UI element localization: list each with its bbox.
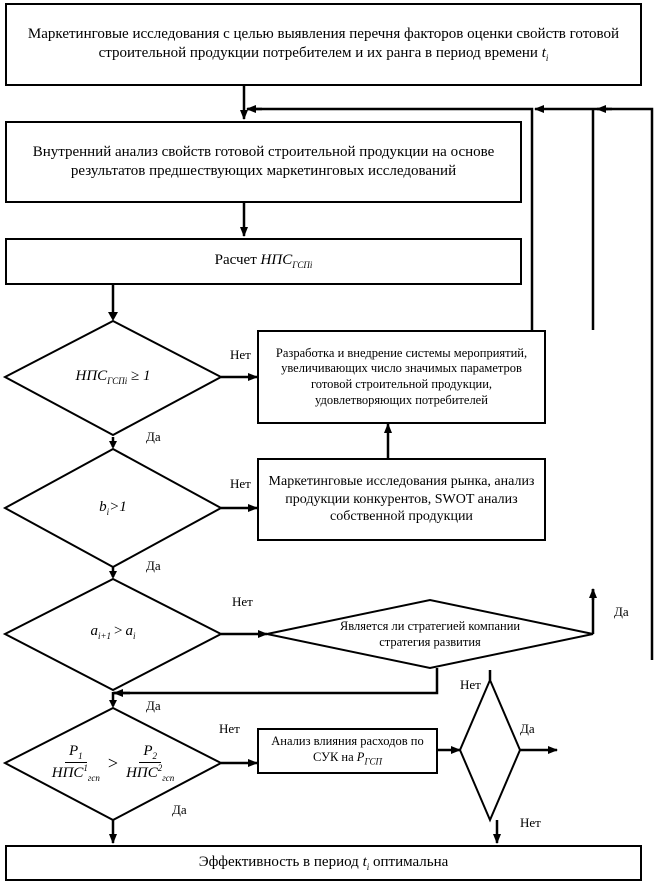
ratio-left-den-sup: 1 [83,762,88,773]
decision-a [50,614,176,650]
label-yes-small: Да [520,721,535,736]
ratio-left-den-sub: гсп [87,772,100,783]
ratio-left-den: НПС [51,764,84,781]
ratio-right [124,743,176,784]
ratio-right-num-sub: 2 [152,750,157,761]
box-efficiency-optimal [5,845,642,881]
box-internal-analysis [5,121,522,203]
label-yes-d2: Да [146,558,161,573]
decision-strategy-text: Является ли стратегией компании стратегия развития [339,618,521,649]
box-internal-analysis-text: Внутренний анализ свойств готовой строительной продукции на основе результатов предшествующих маркетинговых исследований [32,144,495,179]
label-yes-d4: Да [172,802,187,817]
decision-strategy [320,613,540,655]
ratio-op: > [107,752,119,773]
decision-npc-var: НПС [75,368,108,384]
decision-b-var-sub: i [106,507,110,517]
label-no-d3: Нет [232,594,253,609]
cost-analysis-text: Анализ влияния расходов по СУК на [271,734,424,764]
box-improvement-measures [257,330,546,424]
label-no-strategy: Нет [460,677,481,692]
calculation-var: НПС [260,252,293,269]
decision-a-left-sub: i+1 [97,631,112,641]
label-no-d1: Нет [230,347,251,362]
decision-a-right: a [125,623,134,639]
label-yes-strategy: Да [614,604,629,619]
ratio-right-num: P [143,742,153,759]
label-yes-d1: Да [146,429,161,444]
decision-npc-var-sub: ГСПi [107,376,128,386]
decision-a-op: > [114,623,123,639]
label-no-d4: Нет [219,721,240,736]
ratio-right-den-sub: гсп [162,772,175,783]
box-marketing-research [5,3,642,86]
ratio-right-den-sup: 2 [157,762,163,773]
label-no-small: Нет [520,815,541,830]
calculation-label: Расчет [214,252,257,269]
label-yes-d3: Да [146,698,161,713]
label-no-d2: Нет [230,476,251,491]
ratio-right-den: НПС [126,764,158,781]
box-market-research-text: Маркетинговые исследования рынка, анализ продукции конкурентов, SWOT анализ собственной продукции [268,474,535,525]
decision-b-var: b [99,499,107,515]
box-calculation [5,238,522,285]
cost-analysis-var: P [356,749,365,764]
efficiency-var: t [362,853,367,870]
decision-a-right-sub: i [133,631,136,641]
period-var: t [541,44,546,61]
decision-b-op: >1 [109,499,127,515]
efficiency-var-sub: i [366,861,370,872]
box-improvement-measures-text: Разработка и внедрение системы мероприятий, увеличивающих число значимых параметров готовой строительной продукции, удовлетворяющих потребителей [275,345,528,407]
decision-small-shape [460,680,520,820]
ratio-left-num: P [68,742,79,759]
efficiency-text: Эффективность в период [198,853,359,870]
decision-a-left: a [90,623,98,639]
calculation-var-sub: ГСПi [292,260,313,271]
decision-ratio [18,735,208,791]
box-cost-analysis [257,728,438,774]
decision-b [50,490,176,526]
ratio-left-num-sub: 1 [78,750,83,761]
box-market-research [257,458,546,541]
ratio-left [50,743,102,784]
cost-analysis-var-sub: ГСП [364,756,383,767]
box-marketing-research-text: Маркетинговые исследования с целью выявления перечня факторов оценки свойств готовой строительной продукции потребителем и их ранга в период времени [27,26,620,61]
decision-npc [40,357,186,397]
period-var-sub: i [545,52,549,63]
decision-npc-op: ≥ 1 [131,368,151,384]
efficiency-suffix: оптимальна [373,853,449,870]
